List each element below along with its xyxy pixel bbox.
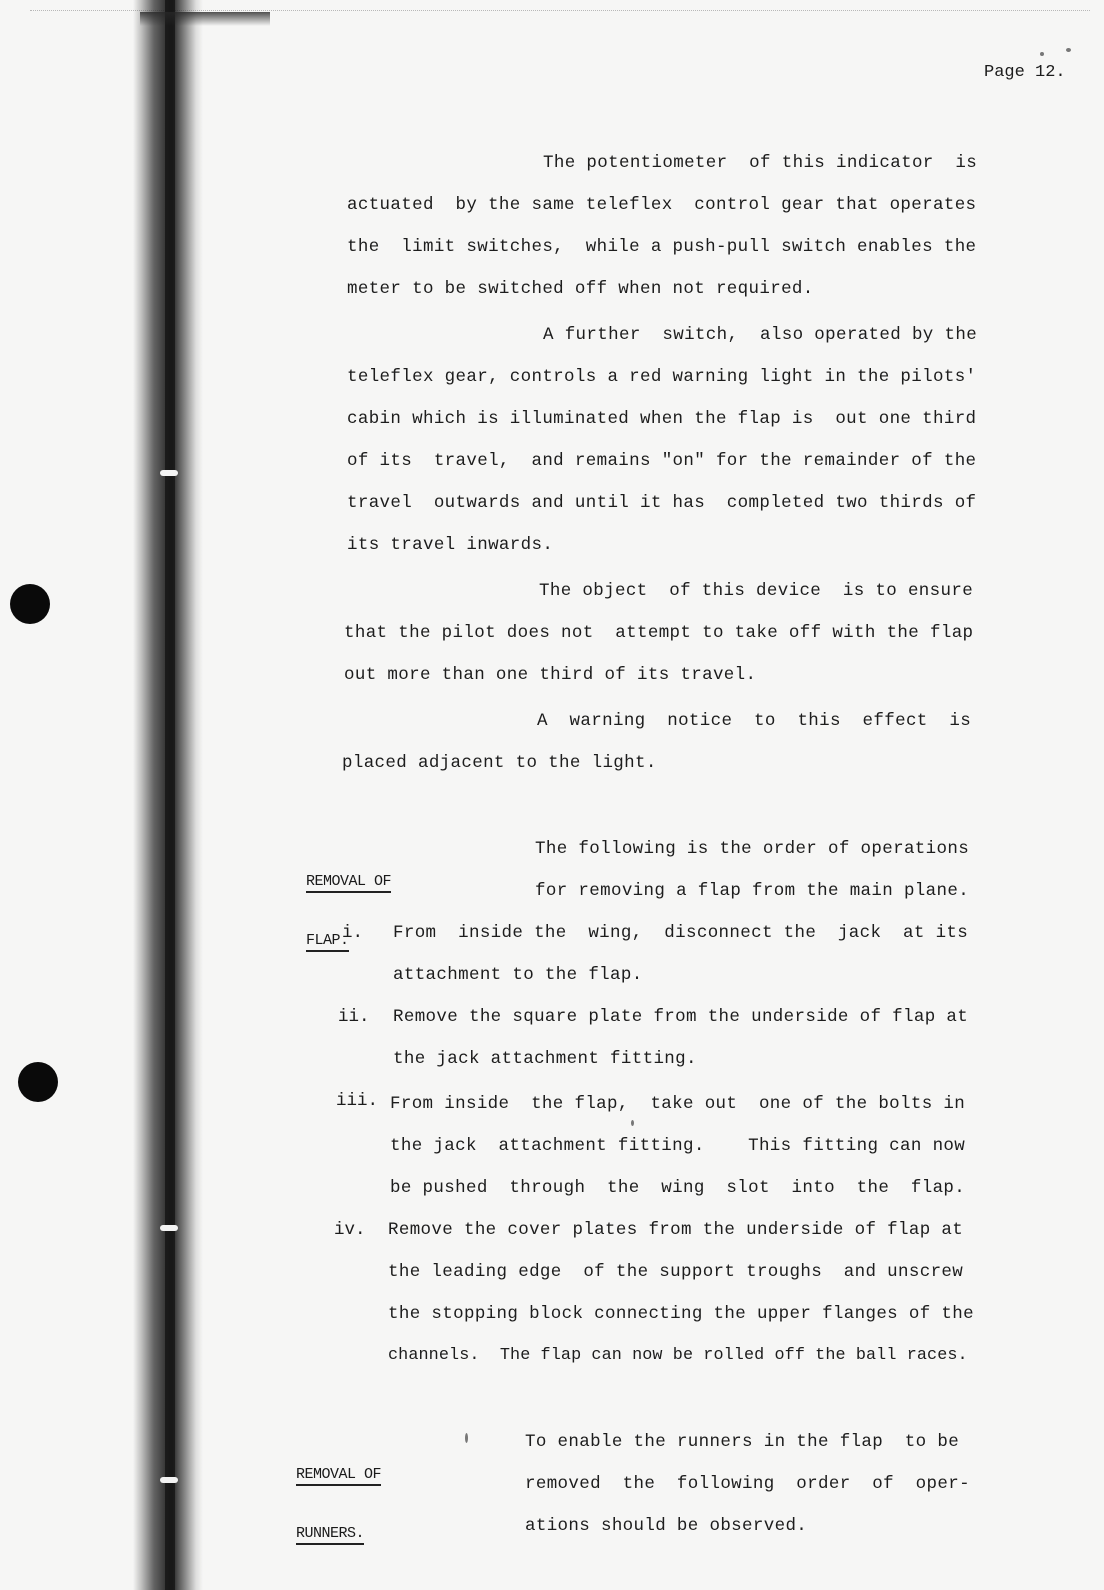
punch-hole: [18, 1062, 58, 1102]
spine-nick: [160, 470, 178, 476]
paragraph-3-line: that the pilot does not attempt to take off with the flap: [344, 623, 974, 643]
paragraph-1-line: actuated by the same teleflex control gear that operates: [347, 195, 977, 215]
punch-hole: [10, 584, 50, 624]
flap-intro-line: for removing a flap from the main plane.: [535, 881, 970, 901]
paper-speck: [1040, 52, 1044, 56]
paragraph-3-line: The object of this device is to ensure: [539, 581, 974, 601]
spine-nick: [160, 1225, 178, 1231]
paper-speck: [1066, 48, 1071, 52]
paper-speck: [465, 1433, 468, 1443]
paragraph-1-line: the limit switches, while a push-pull switch enables the: [347, 237, 977, 257]
step-line: From inside the flap, take out one of the bolts in: [390, 1094, 966, 1114]
paragraph-4-line: A warning notice to this effect is: [537, 711, 972, 731]
step-numeral: ii.: [338, 1007, 370, 1027]
runners-intro-line: To enable the runners in the flap to be: [525, 1432, 960, 1452]
page-number: Page 12.: [984, 63, 1066, 82]
step-line: channels. The flap can now be rolled off the ball races.: [388, 1346, 968, 1365]
step-line: From inside the wing, disconnect the jack at its: [393, 923, 969, 943]
step-line: Remove the cover plates from the underside of flap at: [388, 1220, 964, 1240]
step-line: the stopping block connecting the upper flanges of the: [388, 1304, 974, 1324]
runners-intro-line: removed the following order of oper-: [525, 1474, 970, 1494]
step-numeral: iv.: [334, 1220, 366, 1240]
binding-spine-top-shadow: [140, 12, 270, 26]
step-line: the jack attachment fitting. This fitting can now: [390, 1136, 966, 1156]
flap-intro-line: The following is the order of operations: [535, 839, 970, 859]
heading-line: FLAP.: [306, 931, 349, 952]
heading-line: REMOVAL OF: [296, 1465, 381, 1486]
runners-intro-line: ations should be observed.: [525, 1516, 808, 1536]
section-heading-removal-of-flap: [306, 834, 391, 990]
step-numeral: i.: [342, 923, 364, 943]
step-line: attachment to the flap.: [393, 965, 643, 985]
paragraph-2-line: teleflex gear, controls a red warning light in the pilots': [347, 367, 977, 387]
paragraph-1-line: The potentiometer of this indicator is: [543, 153, 978, 173]
step-line: Remove the square plate from the underside of flap at: [393, 1007, 969, 1027]
section-heading-removal-of-runners: [296, 1427, 381, 1583]
paragraph-2-line: travel outwards and until it has completed two thirds of: [347, 493, 977, 513]
heading-line: RUNNERS.: [296, 1524, 364, 1545]
binding-spine-core: [165, 0, 175, 1590]
spine-nick: [160, 1477, 178, 1483]
paragraph-1-line: meter to be switched off when not required.: [347, 279, 814, 299]
paragraph-2-line: cabin which is illuminated when the flap is out one third: [347, 409, 977, 429]
paragraph-3-line: out more than one third of its travel.: [344, 665, 757, 685]
step-numeral: iii.: [336, 1091, 379, 1111]
paragraph-2-line: its travel inwards.: [347, 535, 554, 555]
step-line: be pushed through the wing slot into the flap.: [390, 1178, 966, 1198]
paragraph-2-line: of its travel, and remains "on" for the remainder of the: [347, 451, 977, 471]
paper-speck: [631, 1120, 634, 1126]
step-line: the jack attachment fitting.: [393, 1049, 697, 1069]
heading-line: REMOVAL OF: [306, 872, 391, 893]
step-line: the leading edge of the support troughs and unscrew: [388, 1262, 964, 1282]
paragraph-4-line: placed adjacent to the light.: [342, 753, 657, 773]
paragraph-2-line: A further switch, also operated by the: [543, 325, 978, 345]
